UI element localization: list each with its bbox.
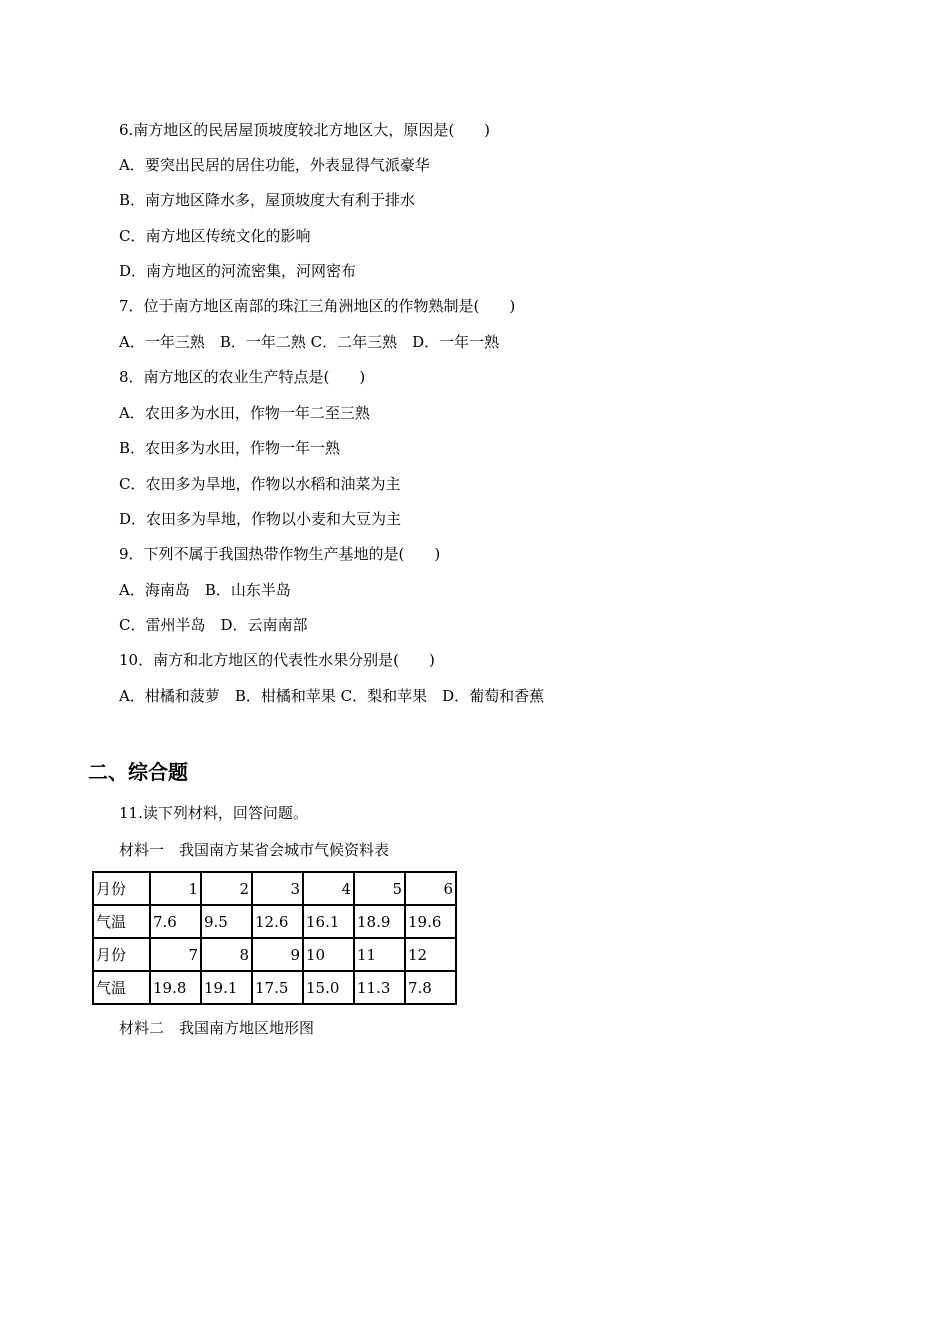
- table-row-label: 月份: [93, 938, 150, 971]
- table-cell: 19.1: [201, 971, 252, 1004]
- table-cell: 19.8: [150, 971, 201, 1004]
- q9-stem: 9．下列不属于我国热带作物生产基地的是( ): [119, 545, 441, 563]
- table-cell: 12.6: [252, 905, 303, 938]
- q10-options: A．柑橘和菠萝 B．柑橘和苹果 C．梨和苹果 D．葡萄和香蕉: [119, 687, 545, 705]
- q11-stem: 11.读下列材料，回答问题。: [119, 804, 308, 822]
- q8-option-d: D．农田多为旱地，作物以小麦和大豆为主: [119, 510, 402, 528]
- q9-options-cd: C．雷州半岛 D．云南南部: [119, 616, 308, 634]
- climate-table-row: [93, 905, 456, 938]
- table-cell: 18.9: [354, 905, 405, 938]
- table-cell: 11: [354, 938, 405, 971]
- q8-option-c: C．农田多为旱地，作物以水稻和油菜为主: [119, 475, 401, 493]
- section-title: 二、综合题: [88, 760, 188, 784]
- table-row-label: 气温: [93, 971, 150, 1004]
- table-row-label: 月份: [93, 872, 150, 905]
- table-cell: 12: [405, 938, 456, 971]
- table-cell: 3: [252, 872, 303, 905]
- table-cell: 11.3: [354, 971, 405, 1004]
- table-cell: 9: [252, 938, 303, 971]
- q6-option-c: C．南方地区传统文化的影响: [119, 227, 311, 245]
- q10-stem: 10．南方和北方地区的代表性水果分别是( ): [119, 651, 435, 669]
- table-cell: 9.5: [201, 905, 252, 938]
- q7-options: A．一年三熟 B．一年二熟 C．二年三熟 D．一年一熟: [119, 333, 500, 351]
- table-cell: 4: [303, 872, 354, 905]
- table-cell: 7.6: [150, 905, 201, 938]
- table-cell: 7.8: [405, 971, 456, 1004]
- table-cell: 1: [150, 872, 201, 905]
- material1-caption: 材料一 我国南方某省会城市气候资料表: [119, 841, 390, 859]
- q6-option-a: A．要突出民居的居住功能，外表显得气派豪华: [119, 156, 430, 174]
- table-row-label: 气温: [93, 905, 150, 938]
- q8-option-a: A．农田多为水田，作物一年二至三熟: [119, 404, 370, 422]
- climate-table: [92, 871, 457, 1005]
- table-cell: 16.1: [303, 905, 354, 938]
- table-cell: 2: [201, 872, 252, 905]
- table-cell: 7: [150, 938, 201, 971]
- q8-option-b: B．农田多为水田，作物一年一熟: [119, 439, 341, 457]
- table-cell: 8: [201, 938, 252, 971]
- climate-table-row: [93, 971, 456, 1004]
- table-cell: 15.0: [303, 971, 354, 1004]
- q6-option-b: B．南方地区降水多，屋顶坡度大有利于排水: [119, 191, 416, 209]
- table-cell: 19.6: [405, 905, 456, 938]
- table-cell: 6: [405, 872, 456, 905]
- q6-stem: 6.南方地区的民居屋顶坡度较北方地区大，原因是( ): [119, 121, 491, 139]
- climate-table-row: [93, 872, 456, 905]
- table-cell: 5: [354, 872, 405, 905]
- q7-stem: 7．位于南方地区南部的珠江三角洲地区的作物熟制是( ): [119, 297, 516, 315]
- q6-option-d: D．南方地区的河流密集，河网密布: [119, 262, 357, 280]
- q9-options-ab: A．海南岛 B．山东半岛: [119, 581, 291, 599]
- table-cell: 17.5: [252, 971, 303, 1004]
- q8-stem: 8．南方地区的农业生产特点是( ): [119, 368, 366, 386]
- table-cell: 10: [303, 938, 354, 971]
- material2-caption: 材料二 我国南方地区地形图: [119, 1019, 315, 1037]
- climate-table-row: [93, 938, 456, 971]
